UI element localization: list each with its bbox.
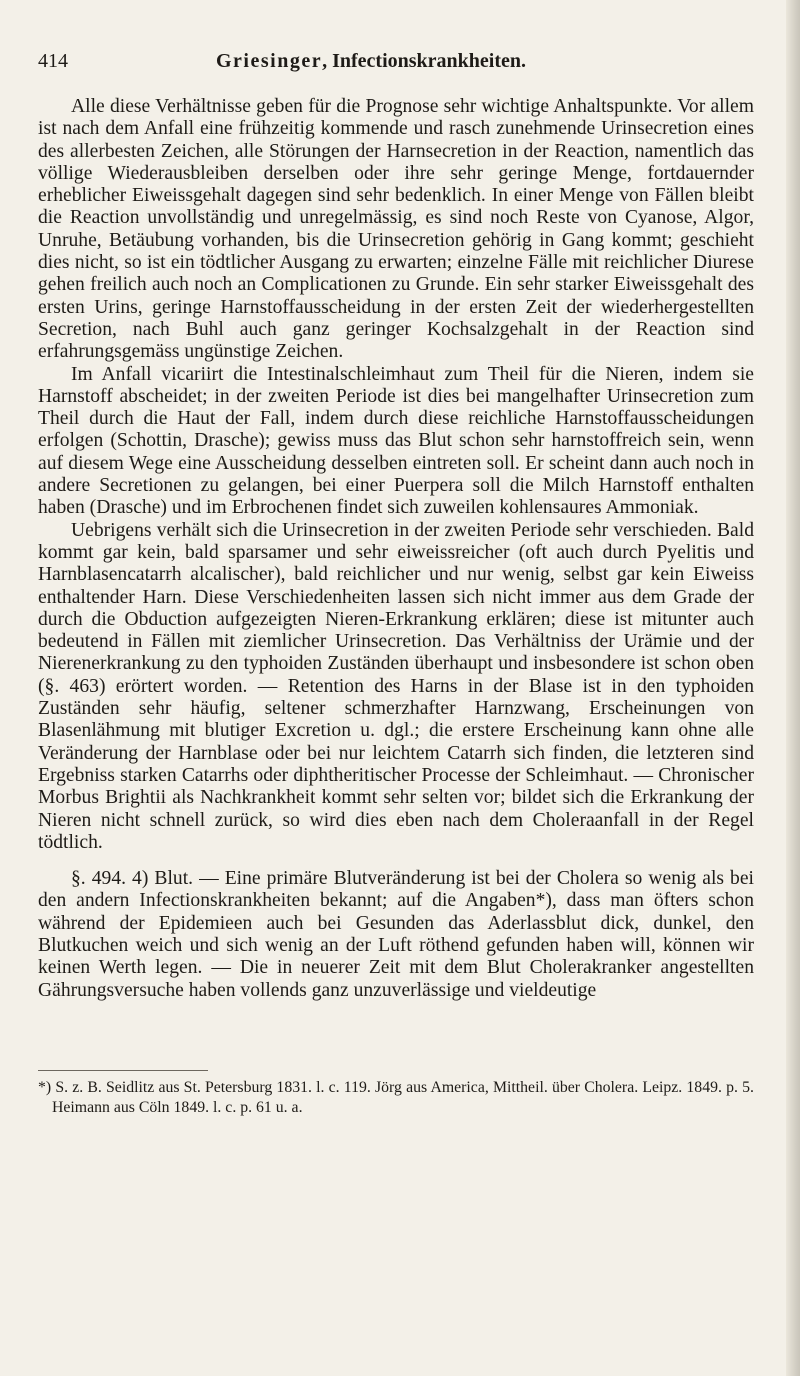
footnote-divider: [38, 1070, 208, 1071]
page-edge: [786, 0, 800, 1376]
author-name: Griesinger: [216, 50, 323, 72]
running-header: [38, 50, 758, 78]
title-separator: ,: [322, 50, 328, 72]
footnote: [38, 1078, 754, 1118]
page-number: 414: [38, 50, 68, 72]
book-title: Infectionskrankheiten.: [332, 50, 526, 72]
body-text: [38, 96, 754, 1002]
running-title: [216, 50, 526, 73]
paragraph-vicarious-excretion: Im Anfall vicariirt die Intestinalschleimhaut zum Theil für die Nieren, indem sie Harnstoff abscheidet; in der zweiten Periode ist dies bei mangelhafter Urinsecretion zum Theil durch die Haut der Fall, indem durch diese reichliche Harnstoffausscheidungen erfolgen (Schottin, Drasche); gewiss muss das Blut schon sehr harnstoffreich sein, wenn auf diesem Wege eine Ausscheidung desselben eintreten soll. Er scheint dann auch noch in andere Secretionen zu gelangen, bei einer Puerpera soll die Milch Harnstoff enthalten haben (Drasche) und im Erbrochenen findet sich zuweilen kohlensaures Ammoniak.: [38, 363, 754, 519]
paragraph-section-494-blood: §. 494. 4) Blut. — Eine primäre Blutveränderung ist bei der Cholera so wenig als bei den andern Infectionskrankheiten bekannt; auf die Angaben*), dass man öfters schon während der Epidemieen auch bei Gesunden das Aderlassblut dick, dunkel, den Blutkuchen weich und sich wenig an der Luft röthend gefunden haben will, können wir keinen Werth legen. — Die in neuerer Zeit mit dem Blut Cholerakranker angestellten Gährungsversuche haben vollends ganz unzuverlässige und vieldeutige: [38, 868, 754, 1001]
footnote-text: *) S. z. B. Seidlitz aus St. Petersburg 1831. l. c. 119. Jörg aus America, Mittheil. über Cholera. Leipz. 1849. p. 5. Heimann aus Cöln 1849. l. c. p. 61 u. a.: [38, 1079, 754, 1116]
paragraph-urine-secretion: Uebrigens verhält sich die Urinsecretion in der zweiten Periode sehr verschieden. Bald kommt gar kein, bald sparsamer und sehr eiweissreicher (oft auch durch Pyelitis und Harnblasencatarrh alcalischer), bald reichlicher und nur wenig, selbst gar kein Eiweiss enthaltender Harn. Diese Verschiedenheiten lassen sich nicht immer aus dem Grade der durch die Obduction aufgezeigten Nieren-Erkrankung erklären; diese ist mitunter auch bedeutend in Fällen mit ziemlicher Urinsecretion. Das Verhältniss der Urämie und der Nierenerkrankung zu den typhoiden Zuständen überhaupt und insbesondere ist schon oben (§. 463) erörtert worden. — Retention des Harns in der Blase ist in den typhoiden Zuständen sehr häufig, seltener schmerzhafter Harnzwang, Erscheinungen von Blasenlähmung mit blutiger Excretion u. dgl.; die erstere Erscheinung kann ohne alle Veränderung der Harnblase oder bei nur leichtem Catarrh sich finden, die letzteren sind Ergebniss starken Catarrhs oder diphtheritischer Processe der Schleimhaut. — Chronischer Morbus Brightii als Nachkrankheit kommt sehr selten vor; bildet sich die Erkrankung der Nieren nicht schnell zurück, so wird dies eben nach dem Choleraanfall in der Regel tödtlich.: [38, 519, 754, 853]
paragraph-prognosis: Alle diese Verhältnisse geben für die Prognose sehr wichtige Anhaltspunkte. Vor allem ist nach dem Anfall eine frühzeitig kommende und rasch zunehmende Urinsecretion eines des allerbesten Zeichen, alle Störungen der Harnsecretion in der Reaction, namentlich das völlige Wiederausbleiben derselben oder ihre sehr geringe Menge, fortdauernder erheblicher Eiweissgehalt dagegen sind sehr bedenklich. In einer Menge von Fällen bleibt die Reaction unvollständig und unregelmässig, es sind noch Reste von Cyanose, Algor, Unruhe, Betäubung vorhanden, bis die Urinsecretion gehörig in Gang kommt; geschieht dies nicht, so ist ein tödtlicher Ausgang zu erwarten; einzelne Fälle mit reichlicher Diurese gehen freilich auch noch an Complicationen zu Grunde. Ein sehr starker Eiweissgehalt des ersten Urins, geringe Harnstoffausscheidung in der ersten Zeit der wiederhergestellten Secretion, nach Buhl auch ganz geringer Kochsalzgehalt in der Reaction sind erfahrungsgemäss ungünstige Zeichen.: [38, 96, 754, 363]
